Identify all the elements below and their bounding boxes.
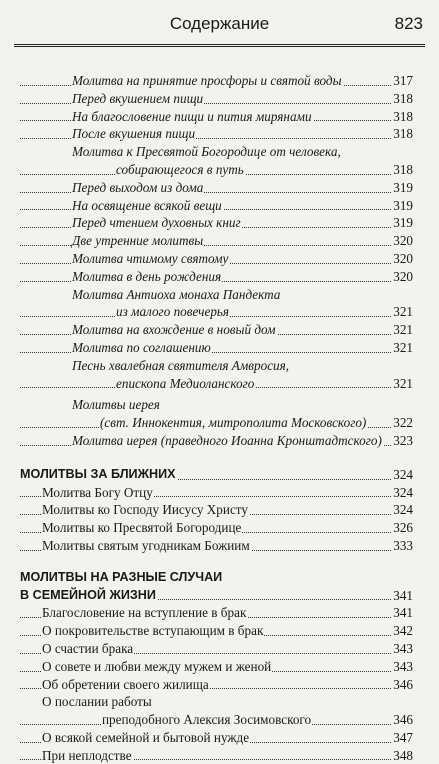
table-of-contents	[20, 72, 413, 764]
header-title: Содержание	[169, 14, 270, 33]
toc-entry: Молитва в день рождения 320	[20, 268, 413, 286]
toc-entry-continued: епископа Медиоланского 321	[20, 375, 413, 393]
toc-entry: Две утренние молитвы 320	[20, 232, 413, 250]
toc-entry: Молитва к Пресвятой Богородице от человека,	[72, 144, 341, 160]
toc-entry: О покровительстве вступающим в брак 342	[20, 622, 413, 640]
toc-entry: О всякой семейной и бытовой нужде 347	[20, 729, 413, 747]
section-heading-family-life: МОЛИТВЫ НА РАЗНЫЕ СЛУЧАИ	[20, 569, 413, 587]
toc-entry: Об обретении своего жилища 346	[20, 676, 413, 694]
toc-entry: Молитва на вхождение в новый дом 321	[20, 321, 413, 339]
toc-entry: Благословение на вступление в брак 341	[20, 604, 413, 622]
toc-entry: На освящение всякой вещи 319	[20, 197, 413, 215]
toc-entry: На благословение пищи и пития мирянами 318	[20, 108, 413, 126]
toc-entry: О послании работы	[42, 694, 152, 710]
toc-entry-continued: собирающегося в путь 318	[20, 161, 413, 179]
toc-entry: Молитвы ко Господу Иисусу Христу 324	[20, 501, 413, 519]
toc-entry: Молитва Богу Отцу 324	[20, 484, 413, 502]
toc-entry: Молитва на принятие просфоры и святой воды 317	[20, 72, 413, 90]
toc-entry: Молитва чтимому святому 320	[20, 250, 413, 268]
toc-entry: При неплодстве 348	[20, 747, 413, 764]
toc-entry-continued: преподобного Алексия Зосимовского 346	[20, 711, 413, 729]
toc-entry: Молитвы ко Пресвятой Богородице 326	[20, 519, 413, 537]
running-header	[14, 12, 425, 36]
toc-entry: Молитвы иерея	[72, 397, 160, 413]
toc-entry-continued: из малого повечерья 321	[20, 303, 413, 321]
toc-entry: Перед выходом из дома 319	[20, 179, 413, 197]
toc-entry: Песнь хвалебная святителя Амвросия,	[72, 357, 290, 373]
toc-entry: О совете и любви между мужем и женой 343	[20, 658, 413, 676]
toc-entry: Молитвы святым угодникам Божиим 333	[20, 537, 413, 555]
toc-entry: Перед чтением духовных книг 319	[20, 214, 413, 232]
header-rule	[14, 44, 425, 47]
toc-entry: О счастии брака 343	[20, 640, 413, 658]
section-heading-family-life-line2: В СЕМЕЙНОЙ ЖИЗНИ 341	[20, 587, 413, 603]
section-heading-prayers-for-neighbors: МОЛИТВЫ ЗА БЛИЖНИХ 324	[20, 466, 413, 482]
toc-entry: Молитва Антиоха монаха Пандекта	[72, 286, 281, 302]
toc-entry: Перед вкушением пищи 318	[20, 90, 413, 108]
toc-entry: Молитва иерея (праведного Иоанна Кронштадтского) 323	[20, 432, 413, 450]
toc-entry: Молитва по соглашению 321	[20, 339, 413, 357]
header-page-number: 823	[394, 14, 423, 33]
toc-entry: После вкушения пищи 318	[20, 125, 413, 143]
toc-entry-continued: (свт. Иннокентия, митрополита Московского) 322	[20, 414, 413, 432]
